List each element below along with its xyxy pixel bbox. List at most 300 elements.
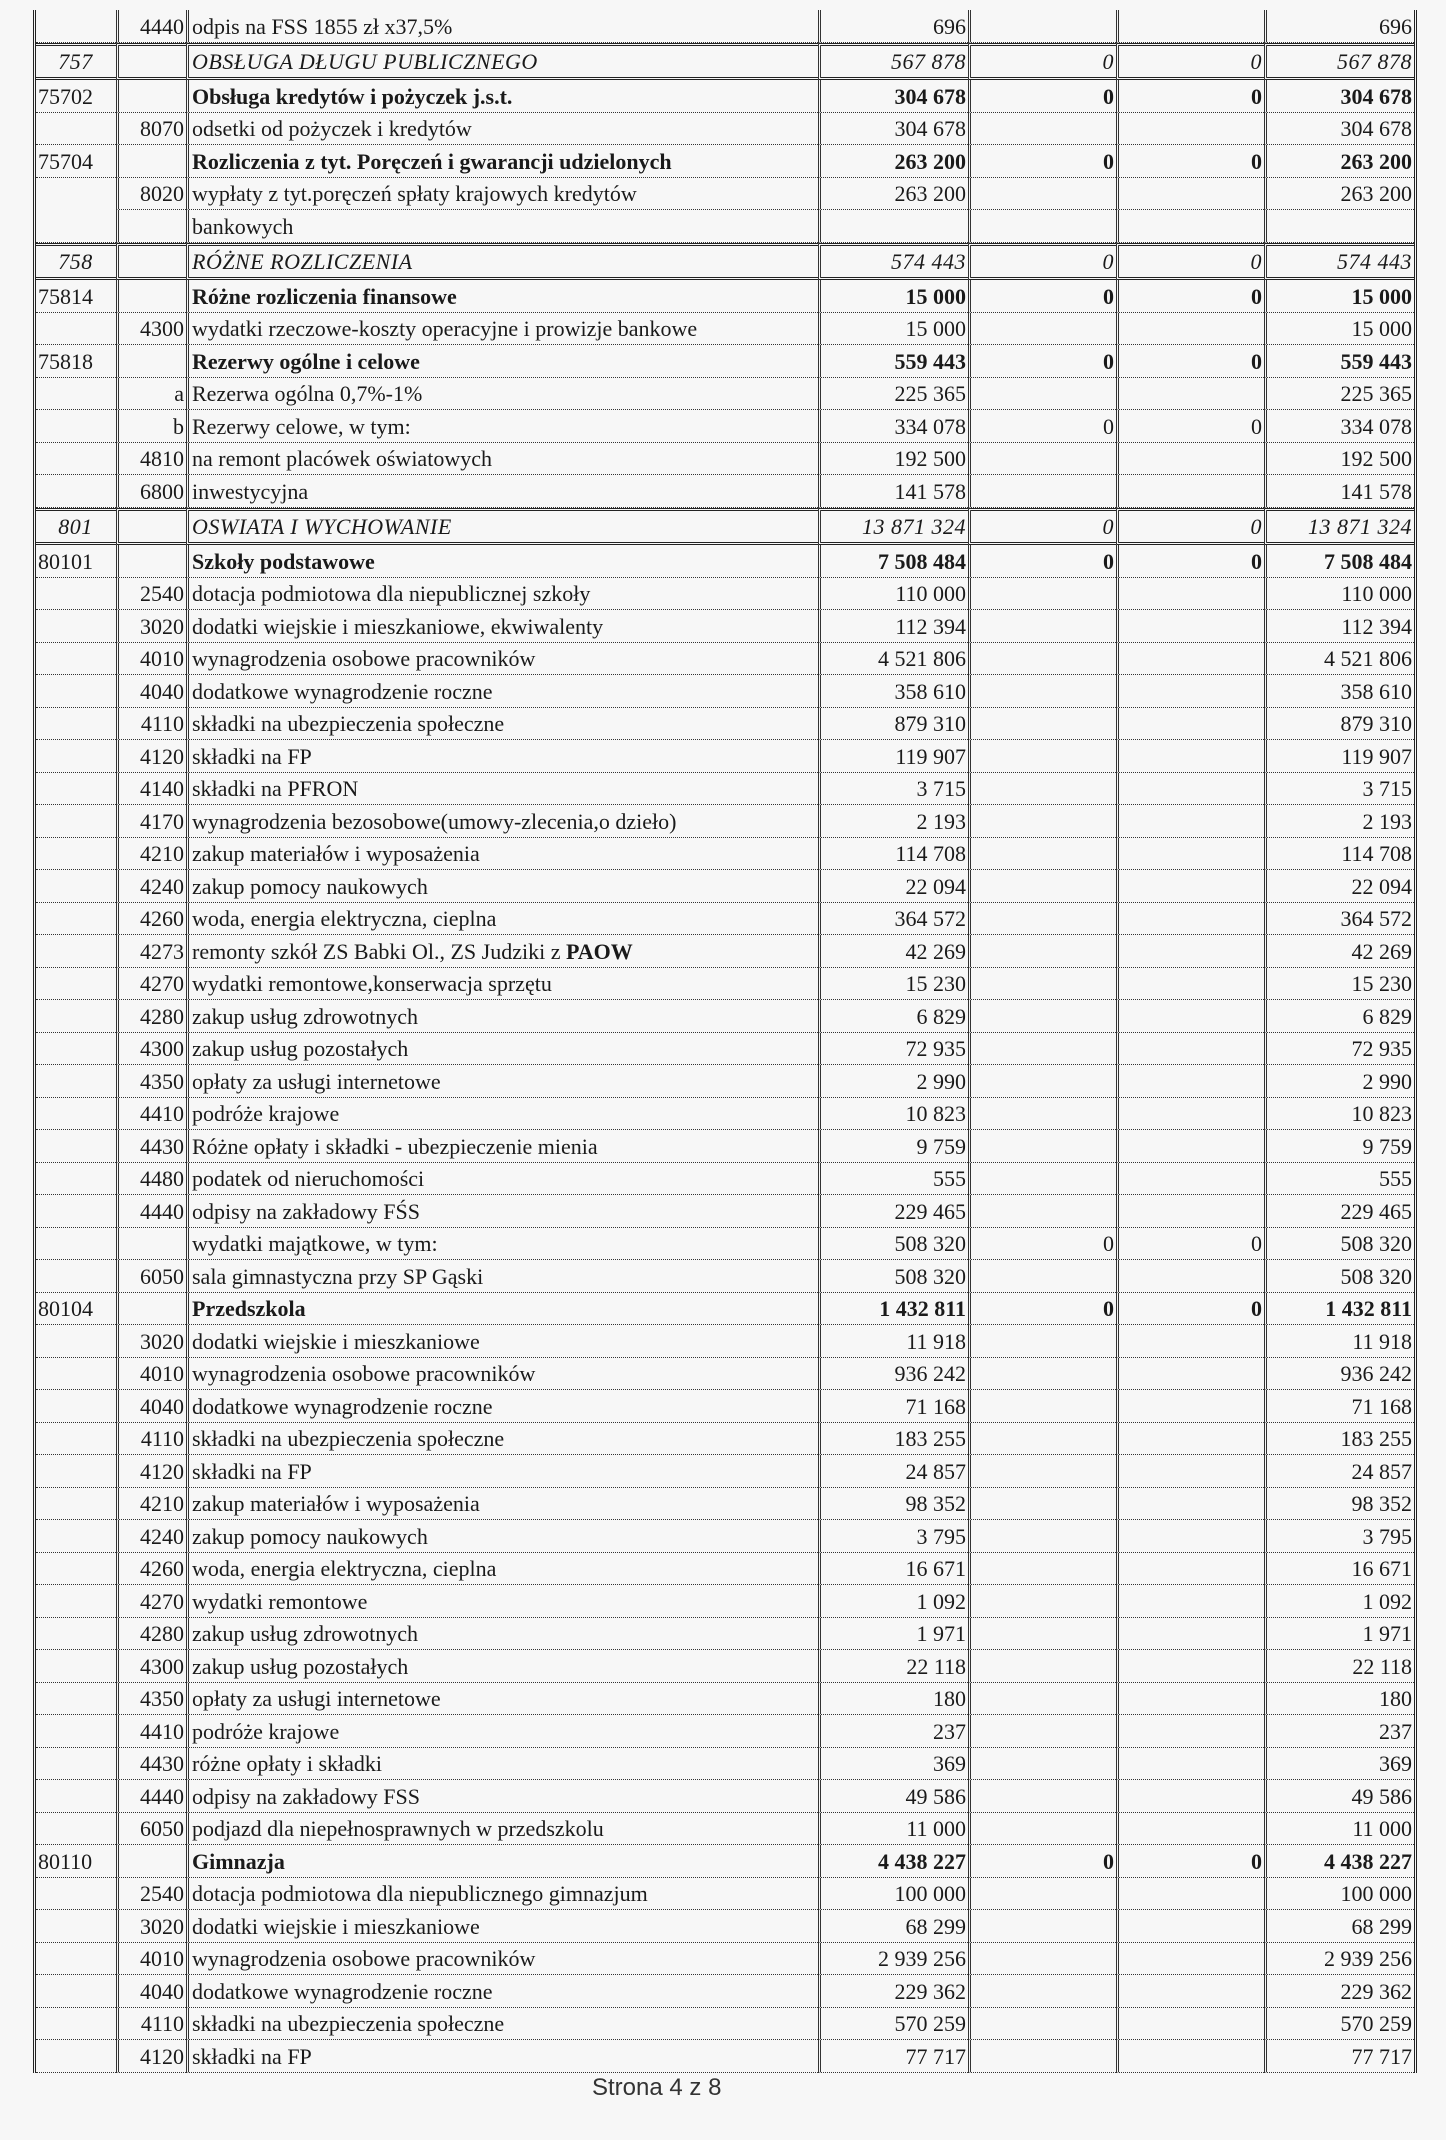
decrease-amount-cell [968, 838, 1116, 871]
increase-amount-cell [1116, 1910, 1264, 1943]
table-row [36, 903, 1414, 936]
increase-amount-cell: 0 [1116, 1293, 1264, 1326]
division-code-cell [36, 1000, 116, 1033]
after-change-amount-cell: 100 000 [1264, 1878, 1414, 1911]
increase-amount-cell [1116, 578, 1264, 611]
decrease-amount-cell [968, 643, 1116, 676]
plan-amount-cell: 72 935 [818, 1033, 968, 1066]
increase-amount-cell [1116, 1618, 1264, 1651]
paragraph-code-cell: 6050 [116, 1813, 186, 1846]
division-code-cell [36, 578, 116, 611]
after-change-amount-cell: 334 078 [1264, 410, 1414, 443]
description-cell: OSWIATA I WYCHOWANIE [186, 508, 818, 546]
decrease-amount-cell: 0 [968, 145, 1116, 178]
after-change-amount-cell: 570 259 [1264, 2008, 1414, 2041]
decrease-amount-cell [968, 1780, 1116, 1813]
description-cell: składki na ubezpieczenia społeczne [186, 1423, 818, 1456]
division-code-cell [36, 1325, 116, 1358]
table-row [36, 113, 1414, 146]
decrease-amount-cell [968, 1650, 1116, 1683]
increase-amount-cell [1116, 1390, 1264, 1423]
description-cell: dodatkowe wynagrodzenie roczne [186, 675, 818, 708]
after-change-amount-cell: 559 443 [1264, 345, 1414, 378]
paragraph-code-cell: 4010 [116, 1943, 186, 1976]
division-code-cell [36, 643, 116, 676]
increase-amount-cell [1116, 178, 1264, 211]
table-row [36, 1065, 1414, 1098]
division-code-cell [36, 1488, 116, 1521]
division-code-cell [36, 113, 116, 146]
decrease-amount-cell [968, 475, 1116, 508]
paragraph-code-cell: 2540 [116, 578, 186, 611]
after-change-amount-cell: 15 000 [1264, 313, 1414, 346]
description-cell: wydatki remontowe,konserwacja sprzętu [186, 968, 818, 1001]
decrease-amount-cell [968, 1455, 1116, 1488]
division-code-cell [36, 1585, 116, 1618]
description-cell: podróże krajowe [186, 1098, 818, 1131]
table-row [36, 443, 1414, 476]
after-change-amount-cell: 16 671 [1264, 1553, 1414, 1586]
increase-amount-cell [1116, 610, 1264, 643]
description-cell: na remont placówek oświatowych [186, 443, 818, 476]
paragraph-code-cell: 4440 [116, 1780, 186, 1813]
decrease-amount-cell [968, 870, 1116, 903]
plan-amount-cell: 71 168 [818, 1390, 968, 1423]
decrease-amount-cell [968, 2008, 1116, 2041]
table-row [36, 2008, 1414, 2041]
division-code-cell [36, 935, 116, 968]
paragraph-code-cell: 4010 [116, 643, 186, 676]
plan-amount-cell: 508 320 [818, 1260, 968, 1293]
decrease-amount-cell [968, 443, 1116, 476]
division-code-cell: 801 [36, 508, 116, 546]
paragraph-code-cell: 4010 [116, 1358, 186, 1391]
subsection-row [36, 1845, 1414, 1878]
after-change-amount-cell: 15 230 [1264, 968, 1414, 1001]
decrease-amount-cell: 0 [968, 1293, 1116, 1326]
table-row [36, 1455, 1414, 1488]
division-code-cell [36, 1455, 116, 1488]
table-row [36, 178, 1414, 211]
plan-amount-cell: 3 795 [818, 1520, 968, 1553]
description-cell: odsetki od pożyczek i kredytów [186, 113, 818, 146]
table-row [36, 1033, 1414, 1066]
table-row [36, 1000, 1414, 1033]
decrease-amount-cell [968, 1260, 1116, 1293]
description-cell: dodatki wiejskie i mieszkaniowe, ekwiwalenty [186, 610, 818, 643]
decrease-amount-cell [968, 708, 1116, 741]
after-change-amount-cell: 263 200 [1264, 145, 1414, 178]
table-row [36, 1325, 1414, 1358]
increase-amount-cell [1116, 1585, 1264, 1618]
increase-amount-cell [1116, 475, 1264, 508]
description-cell: bankowych [186, 210, 818, 243]
decrease-amount-cell [968, 1553, 1116, 1586]
paragraph-code-cell: 4480 [116, 1163, 186, 1196]
plan-amount-cell: 192 500 [818, 443, 968, 476]
description-cell: woda, energia elektryczna, cieplna [186, 903, 818, 936]
paragraph-code-cell [116, 280, 186, 313]
division-code-cell [36, 1163, 116, 1196]
table-row [36, 1423, 1414, 1456]
plan-amount-cell: 304 678 [818, 113, 968, 146]
increase-amount-cell [1116, 643, 1264, 676]
after-change-amount-cell: 229 362 [1264, 1975, 1414, 2008]
increase-amount-cell [1116, 1683, 1264, 1716]
after-change-amount-cell: 183 255 [1264, 1423, 1414, 1456]
description-cell: Rozliczenia z tyt. Poręczeń i gwarancji udzielonych [186, 145, 818, 178]
paragraph-code-cell [116, 1845, 186, 1878]
after-change-amount-cell: 11 918 [1264, 1325, 1414, 1358]
table-row [36, 578, 1414, 611]
division-code-cell [36, 1715, 116, 1748]
table-row [36, 410, 1414, 443]
division-code-cell [36, 1033, 116, 1066]
description-cell: zakup usług pozostałych [186, 1033, 818, 1066]
description-cell: opłaty za usługi internetowe [186, 1065, 818, 1098]
decrease-amount-cell: 0 [968, 545, 1116, 578]
increase-amount-cell [1116, 113, 1264, 146]
paragraph-code-cell: 4410 [116, 1098, 186, 1131]
increase-amount-cell [1116, 935, 1264, 968]
after-change-amount-cell: 1 092 [1264, 1585, 1414, 1618]
plan-amount-cell: 112 394 [818, 610, 968, 643]
paragraph-code-cell: 4110 [116, 2008, 186, 2041]
budget-table-page [33, 10, 1414, 2073]
after-change-amount-cell: 364 572 [1264, 903, 1414, 936]
paragraph-code-cell [116, 210, 186, 243]
paragraph-code-cell [116, 80, 186, 113]
increase-amount-cell [1116, 1455, 1264, 1488]
plan-amount-cell: 49 586 [818, 1780, 968, 1813]
plan-amount-cell: 100 000 [818, 1878, 968, 1911]
increase-amount-cell [1116, 378, 1264, 411]
paragraph-code-cell: 3020 [116, 1910, 186, 1943]
increase-amount-cell [1116, 2040, 1264, 2073]
after-change-amount-cell: 304 678 [1264, 113, 1414, 146]
after-change-amount-cell: 98 352 [1264, 1488, 1414, 1521]
division-code-cell [36, 610, 116, 643]
paragraph-code-cell: 4270 [116, 968, 186, 1001]
paragraph-code-cell: 4350 [116, 1683, 186, 1716]
description-cell: podróże krajowe [186, 1715, 818, 1748]
increase-amount-cell: 0 [1116, 545, 1264, 578]
paragraph-code-cell: 8020 [116, 178, 186, 211]
division-code-cell [36, 210, 116, 243]
decrease-amount-cell [968, 1683, 1116, 1716]
plan-amount-cell: 1 432 811 [818, 1293, 968, 1326]
plan-amount-cell: 15 000 [818, 280, 968, 313]
decrease-amount-cell: 0 [968, 345, 1116, 378]
plan-amount-cell: 936 242 [818, 1358, 968, 1391]
table-row [36, 610, 1414, 643]
after-change-amount-cell: 555 [1264, 1163, 1414, 1196]
plan-amount-cell: 334 078 [818, 410, 968, 443]
division-code-cell [36, 1943, 116, 1976]
division-code-cell [36, 313, 116, 346]
description-cell: Rezerwy celowe, w tym: [186, 410, 818, 443]
paragraph-code-cell: 4430 [116, 1748, 186, 1781]
paragraph-code-cell: 3020 [116, 610, 186, 643]
after-change-amount-cell: 3 715 [1264, 773, 1414, 806]
table-row [36, 1098, 1414, 1131]
after-change-amount-cell: 68 299 [1264, 1910, 1414, 1943]
increase-amount-cell: 0 [1116, 280, 1264, 313]
paragraph-code-cell: 4110 [116, 1423, 186, 1456]
plan-amount-cell: 369 [818, 1748, 968, 1781]
decrease-amount-cell [968, 378, 1116, 411]
paragraph-code-cell: 4350 [116, 1065, 186, 1098]
decrease-amount-cell [968, 10, 1116, 43]
table-row [36, 1943, 1414, 1976]
plan-amount-cell: 114 708 [818, 838, 968, 871]
table-row [36, 1358, 1414, 1391]
division-code-cell [36, 1813, 116, 1846]
decrease-amount-cell [968, 935, 1116, 968]
table-row [36, 1260, 1414, 1293]
decrease-amount-cell: 0 [968, 280, 1116, 313]
after-change-amount-cell: 11 000 [1264, 1813, 1414, 1846]
description-bold-suffix: PAOW [565, 938, 633, 964]
description-cell: dodatki wiejskie i mieszkaniowe [186, 1325, 818, 1358]
table-row [36, 675, 1414, 708]
after-change-amount-cell: 508 320 [1264, 1228, 1414, 1261]
description-cell: odpis na FSS 1855 zł x37,5% [186, 10, 818, 43]
after-change-amount-cell: 22 118 [1264, 1650, 1414, 1683]
table-row [36, 773, 1414, 806]
paragraph-code-cell: 6800 [116, 475, 186, 508]
division-code-cell: 75704 [36, 145, 116, 178]
after-change-amount-cell: 2 990 [1264, 1065, 1414, 1098]
decrease-amount-cell [968, 740, 1116, 773]
plan-amount-cell: 508 320 [818, 1228, 968, 1261]
paragraph-code-cell: 4300 [116, 1033, 186, 1066]
after-change-amount-cell: 42 269 [1264, 935, 1414, 968]
decrease-amount-cell [968, 1065, 1116, 1098]
table-row [36, 870, 1414, 903]
plan-amount-cell: 110 000 [818, 578, 968, 611]
paragraph-code-cell: 8070 [116, 113, 186, 146]
after-change-amount-cell: 110 000 [1264, 578, 1414, 611]
division-code-cell: 757 [36, 43, 116, 81]
description-cell: woda, energia elektryczna, cieplna [186, 1553, 818, 1586]
increase-amount-cell [1116, 903, 1264, 936]
after-change-amount-cell: 119 907 [1264, 740, 1414, 773]
decrease-amount-cell [968, 1813, 1116, 1846]
plan-amount-cell: 9 759 [818, 1130, 968, 1163]
paragraph-code-cell: 3020 [116, 1325, 186, 1358]
division-code-cell [36, 740, 116, 773]
plan-amount-cell: 141 578 [818, 475, 968, 508]
after-change-amount-cell: 114 708 [1264, 838, 1414, 871]
division-code-cell [36, 1748, 116, 1781]
subsection-row [36, 345, 1414, 378]
plan-amount-cell: 696 [818, 10, 968, 43]
division-code-cell [36, 1878, 116, 1911]
description-cell: różne opłaty i składki [186, 1748, 818, 1781]
description-cell: dotacja podmiotowa dla niepublicznego gimnazjum [186, 1878, 818, 1911]
after-change-amount-cell: 72 935 [1264, 1033, 1414, 1066]
after-change-amount-cell: 567 878 [1264, 43, 1414, 81]
increase-amount-cell [1116, 1748, 1264, 1781]
section-row [36, 43, 1414, 81]
increase-amount-cell [1116, 1033, 1264, 1066]
after-change-amount-cell: 180 [1264, 1683, 1414, 1716]
increase-amount-cell [1116, 1488, 1264, 1521]
increase-amount-cell [1116, 1163, 1264, 1196]
after-change-amount-cell: 574 443 [1264, 243, 1414, 281]
table-row [36, 1748, 1414, 1781]
after-change-amount-cell: 112 394 [1264, 610, 1414, 643]
division-code-cell [36, 968, 116, 1001]
after-change-amount-cell: 225 365 [1264, 378, 1414, 411]
paragraph-code-cell [116, 545, 186, 578]
after-change-amount-cell: 6 829 [1264, 1000, 1414, 1033]
description-cell: wypłaty z tyt.poręczeń spłaty krajowych kredytów [186, 178, 818, 211]
increase-amount-cell [1116, 1553, 1264, 1586]
increase-amount-cell [1116, 1423, 1264, 1456]
increase-amount-cell [1116, 838, 1264, 871]
plan-amount-cell: 570 259 [818, 2008, 968, 2041]
division-code-cell [36, 805, 116, 838]
increase-amount-cell [1116, 773, 1264, 806]
after-change-amount-cell [1264, 210, 1414, 243]
paragraph-code-cell: 4110 [116, 708, 186, 741]
description-cell: wydatki remontowe [186, 1585, 818, 1618]
decrease-amount-cell [968, 210, 1116, 243]
decrease-amount-cell [968, 968, 1116, 1001]
description-cell: podjazd dla niepełnosprawnych w przedszkolu [186, 1813, 818, 1846]
description-cell: zakup usług pozostałych [186, 1650, 818, 1683]
plan-amount-cell: 567 878 [818, 43, 968, 81]
decrease-amount-cell [968, 773, 1116, 806]
paragraph-code-cell: 4810 [116, 443, 186, 476]
division-code-cell [36, 870, 116, 903]
paragraph-code-cell: 4280 [116, 1000, 186, 1033]
paragraph-code-cell: 4240 [116, 1520, 186, 1553]
paragraph-code-cell: 4260 [116, 903, 186, 936]
description-cell: wynagrodzenia osobowe pracowników [186, 1943, 818, 1976]
plan-amount-cell: 4 521 806 [818, 643, 968, 676]
decrease-amount-cell [968, 1098, 1116, 1131]
division-code-cell [36, 903, 116, 936]
plan-amount-cell: 229 362 [818, 1975, 968, 2008]
description-cell: OBSŁUGA DŁUGU PUBLICZNEGO [186, 43, 818, 81]
increase-amount-cell [1116, 1065, 1264, 1098]
after-change-amount-cell: 4 438 227 [1264, 1845, 1414, 1878]
paragraph-code-cell [116, 243, 186, 281]
decrease-amount-cell [968, 1033, 1116, 1066]
division-code-cell [36, 1195, 116, 1228]
increase-amount-cell [1116, 1813, 1264, 1846]
decrease-amount-cell [968, 1488, 1116, 1521]
table-row [36, 708, 1414, 741]
plan-amount-cell: 263 200 [818, 178, 968, 211]
plan-amount-cell: 15 230 [818, 968, 968, 1001]
division-code-cell: 75814 [36, 280, 116, 313]
description-cell: Rezerwy ogólne i celowe [186, 345, 818, 378]
after-change-amount-cell: 22 094 [1264, 870, 1414, 903]
description-cell: wynagrodzenia osobowe pracowników [186, 1358, 818, 1391]
description-cell: Gimnazja [186, 1845, 818, 1878]
table-row [36, 10, 1414, 43]
decrease-amount-cell [968, 1585, 1116, 1618]
plan-amount-cell: 555 [818, 1163, 968, 1196]
description-cell: zakup usług zdrowotnych [186, 1618, 818, 1651]
division-code-cell [36, 838, 116, 871]
paragraph-code-cell [116, 508, 186, 546]
paragraph-code-cell: 4120 [116, 1455, 186, 1488]
paragraph-code-cell: 4430 [116, 1130, 186, 1163]
increase-amount-cell: 0 [1116, 508, 1264, 546]
division-code-cell: 80104 [36, 1293, 116, 1326]
description-cell: dodatkowe wynagrodzenie roczne [186, 1975, 818, 2008]
description-cell: składki na ubezpieczenia społeczne [186, 2008, 818, 2041]
decrease-amount-cell: 0 [968, 508, 1116, 546]
increase-amount-cell: 0 [1116, 410, 1264, 443]
increase-amount-cell [1116, 313, 1264, 346]
table-row [36, 1975, 1414, 2008]
paragraph-code-cell: 4140 [116, 773, 186, 806]
subsection-row [36, 145, 1414, 178]
budget-expenditure-table [33, 10, 1417, 2073]
after-change-amount-cell: 7 508 484 [1264, 545, 1414, 578]
increase-amount-cell [1116, 968, 1264, 1001]
description-cell: Szkoły podstawowe [186, 545, 818, 578]
division-code-cell [36, 1098, 116, 1131]
division-code-cell [36, 2040, 116, 2073]
plan-amount-cell: 11 918 [818, 1325, 968, 1358]
division-code-cell: 75818 [36, 345, 116, 378]
table-row [36, 1163, 1414, 1196]
paragraph-code-cell: 4120 [116, 740, 186, 773]
table-row [36, 1553, 1414, 1586]
division-code-cell [36, 1358, 116, 1391]
table-row [36, 313, 1414, 346]
table-row [36, 838, 1414, 871]
plan-amount-cell: 237 [818, 1715, 968, 1748]
plan-amount-cell: 574 443 [818, 243, 968, 281]
increase-amount-cell [1116, 870, 1264, 903]
after-change-amount-cell: 936 242 [1264, 1358, 1414, 1391]
plan-amount-cell: 6 829 [818, 1000, 968, 1033]
after-change-amount-cell: 229 465 [1264, 1195, 1414, 1228]
division-code-cell [36, 1065, 116, 1098]
paragraph-code-cell: 4440 [116, 1195, 186, 1228]
decrease-amount-cell: 0 [968, 410, 1116, 443]
plan-amount-cell: 2 939 256 [818, 1943, 968, 1976]
division-code-cell: 80101 [36, 545, 116, 578]
decrease-amount-cell [968, 1358, 1116, 1391]
decrease-amount-cell [968, 1618, 1116, 1651]
division-code-cell [36, 1618, 116, 1651]
after-change-amount-cell: 141 578 [1264, 475, 1414, 508]
description-cell: Różne opłaty i składki - ubezpieczenie mienia [186, 1130, 818, 1163]
increase-amount-cell: 0 [1116, 243, 1264, 281]
paragraph-code-cell: 2540 [116, 1878, 186, 1911]
paragraph-code-cell: 4440 [116, 10, 186, 43]
increase-amount-cell [1116, 10, 1264, 43]
table-row [36, 2040, 1414, 2073]
paragraph-code-cell: 4240 [116, 870, 186, 903]
plan-amount-cell: 119 907 [818, 740, 968, 773]
increase-amount-cell: 0 [1116, 1228, 1264, 1261]
division-code-cell [36, 1975, 116, 2008]
after-change-amount-cell: 304 678 [1264, 80, 1414, 113]
decrease-amount-cell [968, 1390, 1116, 1423]
division-code-cell [36, 1650, 116, 1683]
after-change-amount-cell: 2 193 [1264, 805, 1414, 838]
